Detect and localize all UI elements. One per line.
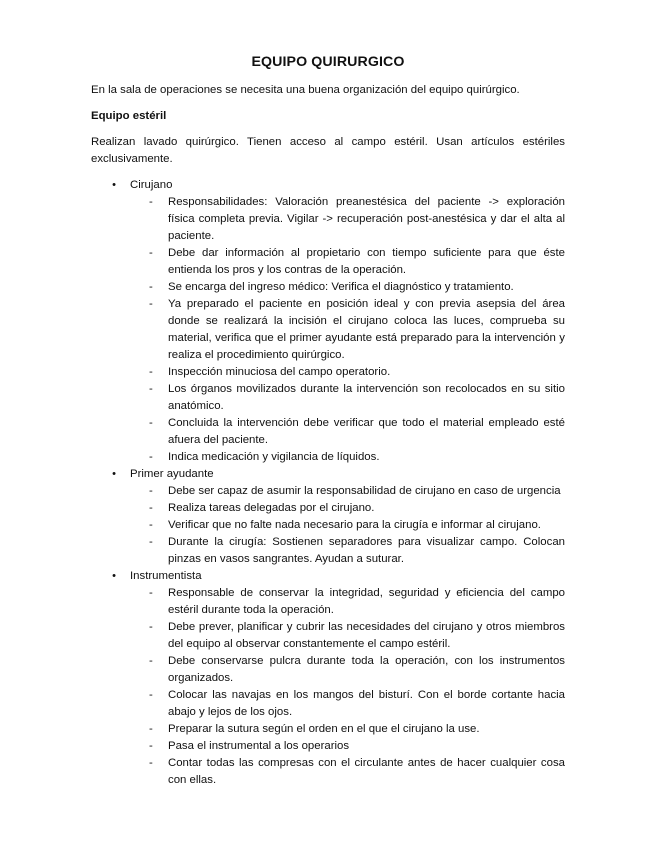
task-item	[149, 721, 565, 738]
task-item	[149, 534, 565, 568]
bullet-icon: •	[112, 179, 116, 191]
task-list	[130, 585, 565, 789]
task-list	[130, 194, 565, 466]
task-item	[149, 245, 565, 279]
task-text: Realiza tareas delegadas por el cirujano.	[168, 502, 375, 514]
page-title: EQUIPO QUIRURGICO	[251, 54, 405, 70]
task-item	[149, 364, 565, 381]
role-item	[91, 177, 565, 466]
dash-marker: -	[149, 519, 153, 531]
task-item	[149, 449, 565, 466]
task-text: Contar todas las compresas con el circulante antes de hacer cualquier cosa con ellas.	[168, 757, 565, 786]
task-text: Verificar que no falte nada necesario para la cirugía e informar al cirujano.	[168, 519, 541, 531]
roles-list	[91, 177, 565, 789]
dash-marker: -	[149, 451, 153, 463]
task-item	[149, 194, 565, 245]
dash-marker: -	[149, 281, 153, 293]
task-text: Debe prever, planificar y cubrir las necesidades del cirujano y otros miembros del equipo al observar constantemente el campo estéril.	[168, 621, 565, 650]
task-item	[149, 500, 565, 517]
role-item	[91, 466, 565, 568]
section-heading: Equipo estéril	[91, 110, 167, 122]
task-item	[149, 415, 565, 449]
dash-marker: -	[149, 757, 153, 769]
dash-marker: -	[149, 485, 153, 497]
role-name: Primer ayudante	[130, 468, 214, 480]
dash-marker: -	[149, 723, 153, 735]
task-text: Colocar las navajas en los mangos del bisturí. Con el borde cortante hacia abajo y lejos de los ojos.	[168, 689, 565, 718]
dash-marker: -	[149, 417, 153, 429]
bullet-icon: •	[112, 570, 116, 582]
dash-marker: -	[149, 502, 153, 514]
task-text: Indica medicación y vigilancia de líquidos.	[168, 451, 380, 463]
dash-marker: -	[149, 587, 153, 599]
task-item	[149, 738, 565, 755]
task-text: Ya preparado el paciente en posición ideal y con previa asepsia del área donde se realizará la incisión el cirujano coloca las luces, comprueba su material, verifica que el primer ayudante está preparado para la intervención y realiza el procedimiento quirúrgico.	[168, 298, 565, 361]
task-list	[130, 483, 565, 568]
dash-marker: -	[149, 655, 153, 667]
dash-marker: -	[149, 689, 153, 701]
intro-text: En la sala de operaciones se necesita una buena organización del equipo quirúrgico.	[91, 84, 520, 96]
dash-marker: -	[149, 536, 153, 548]
task-item	[149, 381, 565, 415]
task-text: Durante la cirugía: Sostienen separadores para visualizar campo. Colocan pinzas en vasos sangrantes. Ayudan a suturar.	[168, 536, 565, 565]
task-text: Preparar la sutura según el orden en el que el cirujano la use.	[168, 723, 480, 735]
task-item	[149, 296, 565, 364]
task-text: Responsable de conservar la integridad, seguridad y eficiencia del campo estéril durante toda la operación.	[168, 587, 565, 616]
dash-marker: -	[149, 298, 153, 310]
role-name: Instrumentista	[130, 570, 202, 582]
task-item	[149, 585, 565, 619]
dash-marker: -	[149, 383, 153, 395]
task-item	[149, 619, 565, 653]
task-text: Debe dar información al propietario con tiempo suficiente para que éste entienda los pros y los contras de la operación.	[168, 247, 565, 276]
task-item	[149, 755, 565, 789]
task-item	[149, 517, 565, 534]
task-text: Responsabilidades: Valoración preanestésica del paciente -> exploración física completa previa. Vigilar -> recuperación post-anestésica y dar el alta al paciente.	[168, 196, 565, 242]
section-paragraph: Realizan lavado quirúrgico. Tienen acceso al campo estéril. Usan artículos estériles exclusivamente.	[91, 136, 565, 165]
task-text: Se encarga del ingreso médico: Verifica el diagnóstico y tratamiento.	[168, 281, 514, 293]
task-text: Pasa el instrumental a los operarios	[168, 740, 350, 752]
dash-marker: -	[149, 740, 153, 752]
task-item	[149, 483, 565, 500]
task-text: Debe conservarse pulcra durante toda la operación, con los instrumentos organizados.	[168, 655, 565, 684]
task-text: Inspección minuciosa del campo operatorio.	[168, 366, 391, 378]
task-item	[149, 687, 565, 721]
task-item	[149, 653, 565, 687]
role-name: Cirujano	[130, 179, 173, 191]
dash-marker: -	[149, 366, 153, 378]
task-text: Debe ser capaz de asumir la responsabilidad de cirujano en caso de urgencia	[168, 485, 561, 497]
task-text: Concluida la intervención debe verificar que todo el material empleado esté afuera del paciente.	[168, 417, 565, 446]
role-item	[91, 568, 565, 789]
bullet-icon: •	[112, 468, 116, 480]
dash-marker: -	[149, 247, 153, 259]
task-item	[149, 279, 565, 296]
dash-marker: -	[149, 196, 153, 208]
task-text: Los órganos movilizados durante la intervención son recolocados en su sitio anatómico.	[168, 383, 565, 412]
dash-marker: -	[149, 621, 153, 633]
